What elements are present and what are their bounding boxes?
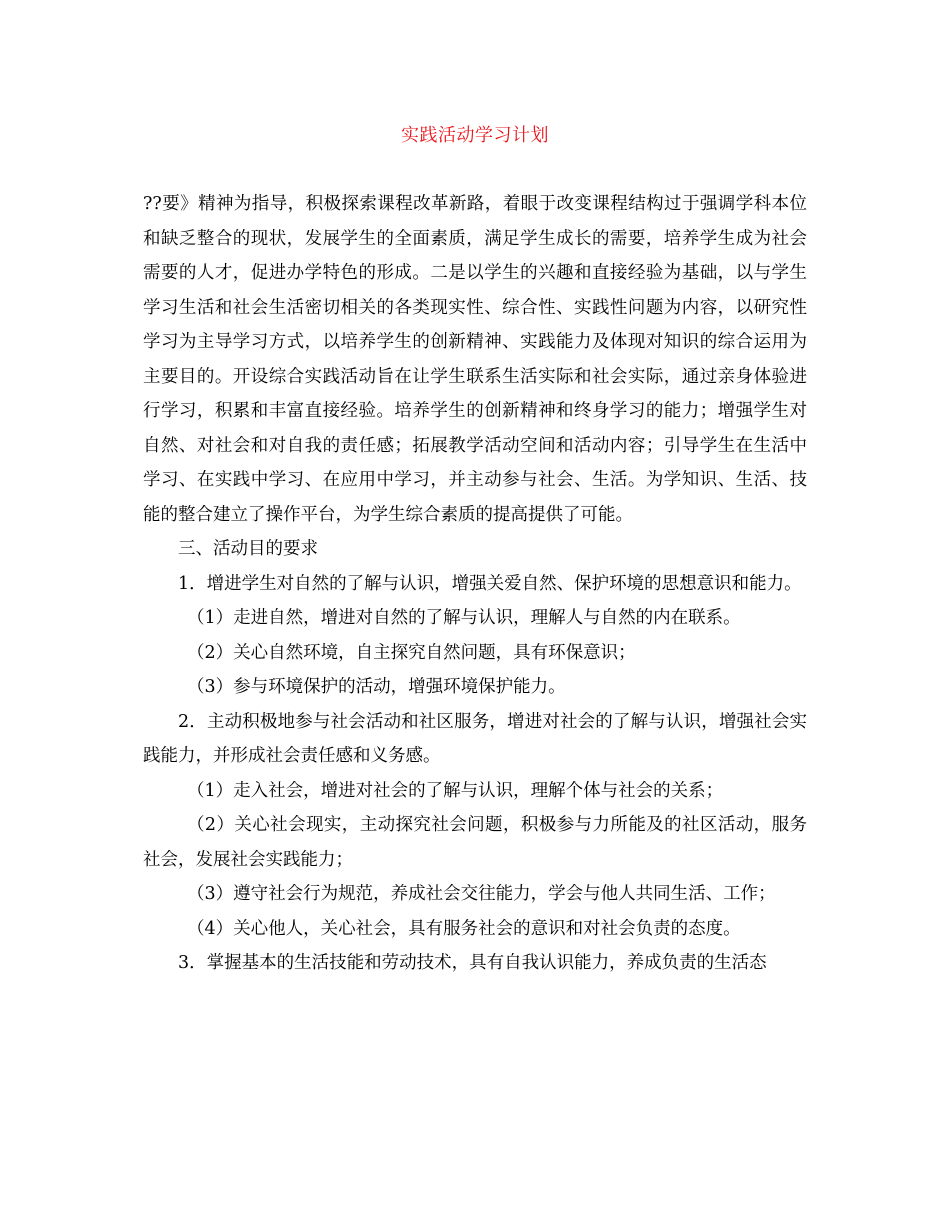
objective-1-item-1: （1）走进自然，增进对自然的了解与认识，理解人与自然的内在联系。 bbox=[187, 608, 741, 628]
objective-2: 2．主动积极地参与社会活动和社区服务，增进对社会的了解与认识，增强社会实践能力，并形成社会责任感和义务感。 bbox=[143, 711, 807, 766]
document-body bbox=[143, 187, 807, 981]
section-heading-objectives: 三、活动目的要求 bbox=[178, 539, 318, 559]
body-paragraph-1: ??要》精神为指导，积极探索课程改革新路，着眼于改变课程结构过于强调学科本位和缺乏整合的现状，发展学生的全面素质，满足学生成长的需要，培养学生成为社会需要的人才，促进办学特色的形成。二是以学生的兴趣和直接经验为基础，以与学生学习生活和社会生活密切相关的各类现实性、综合性、实践性问题为内容，以研究性学习为主导学习方式，以培养学生的创新精神、实践能力及体现对知识的综合运用为主要目的。开设综合实践活动旨在让学生联系生活实际和社会实际，通过亲身体验进行学习，积累和丰富直接经验。培养学生的创新精神和终身学习的能力；增强学生对自然、对社会和对自我的责任感；拓展教学活动空间和活动内容；引导学生在生活中学习、在实践中学习、在应用中学习，并主动参与社会、生活。为学知识、生活、技能的整合建立了操作平台，为学生综合素质的提高提供了可能。 bbox=[143, 194, 807, 525]
objective-1: 1．增进学生对自然的了解与认识，增强关爱自然、保护环境的思想意识和能力。 bbox=[178, 573, 802, 594]
objective-3: 3．掌握基本的生活技能和劳动技术，具有自我认识能力，养成负责的生活态 bbox=[178, 953, 767, 973]
objective-1-item-2: （2）关心自然环境，自主探究自然问题，具有环保意识； bbox=[187, 642, 636, 663]
objective-2-item-2: （2）关心社会现实，主动探究社会问题，积极参与力所能及的社区活动，服务社会，发展社会实践能力； bbox=[143, 815, 807, 870]
objective-2-item-4: （4）关心他人，关心社会，具有服务社会的意识和对社会负责的态度。 bbox=[187, 918, 741, 939]
objective-2-item-1: （1）走入社会，增进对社会的了解与认识，理解个体与社会的关系； bbox=[187, 780, 724, 801]
objective-2-item-3: （3）遵守社会行为规范，养成社会交往能力，学会与他人共同生活、工作； bbox=[187, 884, 776, 904]
document-title: 实践活动学习计划 bbox=[401, 125, 549, 146]
objective-1-item-3: （3）参与环境保护的活动，增强环境保护能力。 bbox=[187, 677, 566, 697]
